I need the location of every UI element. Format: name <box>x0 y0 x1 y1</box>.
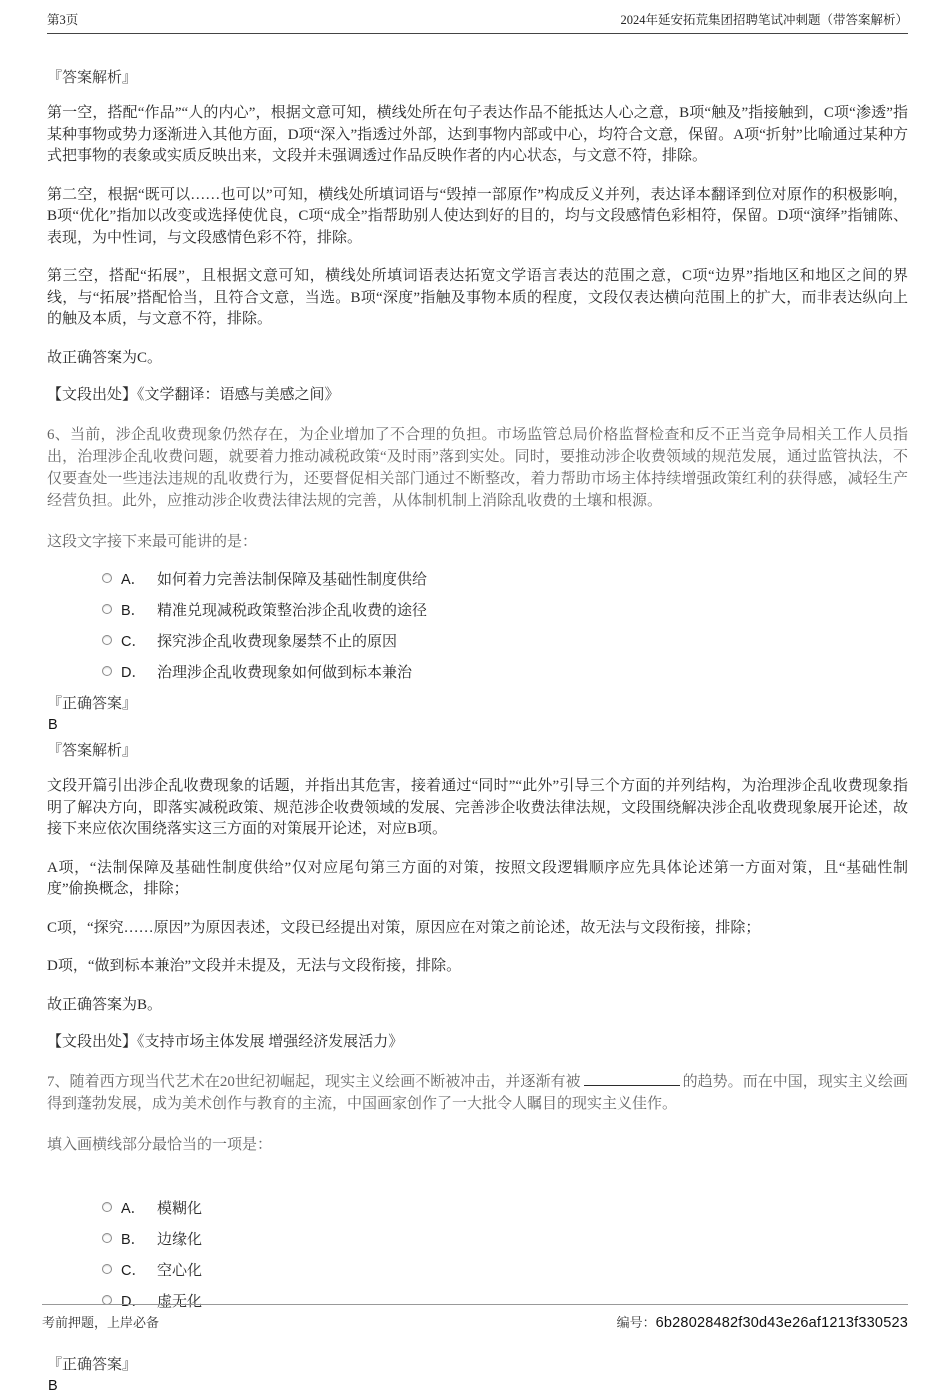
page-header <box>47 10 908 34</box>
fill-in-blank <box>584 1073 680 1086</box>
document-title: 2024年延安拓荒集团招聘笔试冲刺题（带答案解析） <box>620 13 908 27</box>
source-reference: 【文段出处】《支持市场主体发展 增强经济发展活力》 <box>47 1034 404 1050</box>
analysis-conclusion: 故正确答案为B。 <box>47 996 163 1013</box>
analysis-paragraph: 文段开篇引出涉企乱收费现象的话题，并指出其危害，接着通过“同时”“此外”引导三个方面的并列结构，为治理涉企乱收费现象指明了解决方向，即落实减税政策、规范涉企收费领域的发展、完善涉企收费法律法规，文段围绕解决涉企乱收费现象展开论述，故接下来应依次围绕落实这三方面的对策展开论述，对应B项。 <box>47 778 908 837</box>
radio-button[interactable] <box>102 1264 112 1274</box>
analysis-label: 『答案解析』 <box>47 743 138 759</box>
analysis-paragraph: A项，“法制保障及基础性制度供给”仅对应尾句第三方面的对策，按照文段逻辑顺序应先具体论述第一方面对策，且“基础性制度”偷换概念，排除； <box>47 859 908 897</box>
option-b[interactable] <box>102 1227 908 1249</box>
stem-text-before: 7、随着西方现当代艺术在20世纪初崛起，现实主义绘画不断被冲击，并逐渐有被 <box>47 1074 581 1090</box>
question-7-prompt: 填入画横线部分最恰当的一项是： <box>47 1137 273 1153</box>
option-letter: B． <box>121 602 146 619</box>
analysis-conclusion: 故正确答案为C。 <box>47 349 163 366</box>
stem-text-after: 的趋势。而在中国，现实主义绘画得到蓬勃发展，成为美术创作与教育的主流，中国画家创作了一大批令人瞩目的现实主义佳作。 <box>47 1074 908 1112</box>
option-text: 虚无化 <box>157 1293 203 1310</box>
option-letter: A． <box>121 571 146 588</box>
option-letter: C． <box>121 1262 146 1279</box>
analysis-label: 『答案解析』 <box>47 70 138 86</box>
radio-button[interactable] <box>102 1202 112 1212</box>
analysis-paragraph: 第三空，搭配“拓展”，且根据文意可知，横线处所填词语表达拓宽文学语言表达的范围之意，C项“边界”指地区和地区之间的界线，与“拓展”搭配恰当，且符合文意，当选。B项“深度”指触及事物本质的程度，文段仅表达横向范围上的扩大，而非表达纵向上的触及本质，与文意不符，排除。 <box>47 268 908 327</box>
option-a[interactable] <box>102 1196 908 1218</box>
option-c[interactable] <box>102 629 908 651</box>
analysis-paragraph: 第二空，根据“既可以……也可以”可知，横线处所填词语与“毁掉一部原作”构成反义并列，表达译本翻译到位对原作的积极影响，B项“优化”指加以改变或选择使优良，C项“成全”指帮助别人使达到好的目的，均与文段感情色彩相符，保留。D项“演绎”指铺陈、表现，为中性词，与文段感情色彩不符，排除。 <box>47 186 908 246</box>
page-number: 第3页 <box>47 13 79 27</box>
page-footer <box>42 1304 908 1331</box>
option-letter: D． <box>121 1293 146 1310</box>
radio-button[interactable] <box>102 666 112 676</box>
option-text: 空心化 <box>157 1262 203 1279</box>
question-6-options <box>102 567 908 682</box>
analysis-paragraph: C项，“探究……原因”为原因表述，文段已经提出对策，原因应在对策之前论述，故无法与文段衔接，排除； <box>47 919 761 936</box>
option-a[interactable] <box>102 567 908 589</box>
correct-answer-label: 『正确答案』 <box>47 696 138 712</box>
option-c[interactable] <box>102 1258 908 1280</box>
option-text: 探究涉企乱收费现象屡禁不止的原因 <box>157 633 398 650</box>
option-text: 模糊化 <box>157 1200 203 1217</box>
correct-answer-value: B <box>48 717 58 733</box>
option-text: 如何着力完善法制保障及基础性制度供给 <box>157 571 428 588</box>
radio-button[interactable] <box>102 604 112 614</box>
question-6-prompt: 这段文字接下来最可能讲的是： <box>47 534 258 550</box>
document-id-label: 编号： <box>616 1315 656 1330</box>
correct-answer-value: B <box>48 1378 58 1394</box>
option-text: 精准兑现减税政策整治涉企乱收费的途径 <box>157 602 428 619</box>
radio-button[interactable] <box>102 635 112 645</box>
document-content <box>47 34 908 1394</box>
option-text: 边缘化 <box>157 1231 203 1248</box>
correct-answer-label: 『正确答案』 <box>47 1357 138 1373</box>
option-letter: C． <box>121 633 146 650</box>
source-reference: 【文段出处】《文学翻译：语感与美感之间》 <box>47 387 340 403</box>
option-letter: B． <box>121 1231 146 1248</box>
radio-button[interactable] <box>102 573 112 583</box>
option-text: 治理涉企乱收费现象如何做到标本兼治 <box>157 664 413 681</box>
question-6-stem: 6、当前，涉企乱收费现象仍然存在，为企业增加了不合理的负担。市场监管总局价格监督检查和反不正当竞争局相关工作人员指出，治理涉企乱收费问题，就要着力推动减税政策“及时雨”落到实处。同时，要推动涉企收费领域的规范发展，通过监管执法，不仅要查处一些违法违规的乱收费行为，还要督促相关部门通过不断整改，着力帮助市场主体持续增强政策红利的获得感，减轻生产经营负担。此外，应推动涉企收费法律法规的完善，从体制机制上消除乱收费的土壤和根源。 <box>47 427 908 509</box>
option-letter: D． <box>121 664 146 681</box>
footer-slogan: 考前押题，上岸必备 <box>42 1315 160 1330</box>
analysis-paragraph: 第一空，搭配“作品”“人的内心”，根据文意可知，横线处所在句子表达作品不能抵达人心之意，B项“触及”指接触到，C项“渗透”指某种事物或势力逐渐进入其他方面，D项“深入”指透过外部，达到事物内部或中心，均符合文意，保留。A项“折射”比喻通过某种方式把事物的表象或实质反映出来，文段并未强调透过作品反映作者的内心状态，与文意不符，排除。 <box>47 105 908 164</box>
option-letter: A． <box>121 1200 146 1217</box>
analysis-paragraph: D项，“做到标本兼治”文段并未提及，无法与文段衔接，排除。 <box>47 958 462 974</box>
option-d[interactable] <box>102 660 908 682</box>
document-id <box>617 1312 908 1331</box>
radio-button[interactable] <box>102 1233 112 1243</box>
question-7-options <box>102 1196 908 1311</box>
document-id-value: 6b28028482f30d43e26af1213f330523 <box>655 1315 908 1331</box>
question-7-stem <box>47 1071 908 1115</box>
option-b[interactable] <box>102 598 908 620</box>
